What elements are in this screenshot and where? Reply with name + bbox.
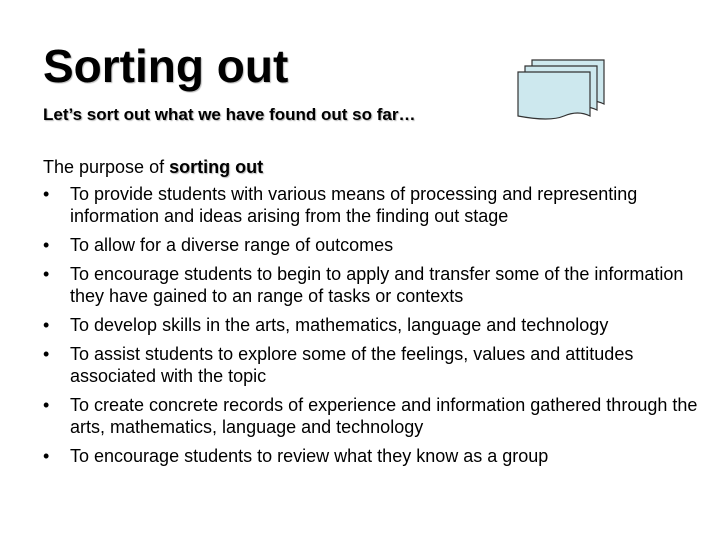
bullet-text: To assist students to explore some of the feelings, values and attitudes associated with the topic	[70, 344, 634, 386]
bullet-text: To allow for a diverse range of outcomes	[70, 235, 394, 255]
bullet-text: To create concrete records of experience and information gathered through the arts, mathematics, language and technology	[70, 395, 698, 437]
bullet-list	[43, 183, 713, 467]
slide-title: Sorting out	[43, 40, 289, 92]
list-item	[43, 314, 713, 336]
bullet-text: To provide students with various means of processing and representing information and ideas arising from the finding out stage	[70, 184, 638, 226]
bullet-marker: •	[43, 344, 50, 364]
list-item	[43, 394, 713, 438]
slide-subtitle: Let’s sort out what we have found out so far…	[43, 105, 416, 124]
bullet-text: To encourage students to begin to apply and transfer some of the information they have gained to an range of tasks or contexts	[70, 264, 684, 306]
intro-prefix: The purpose of	[43, 157, 170, 177]
slide-body	[43, 156, 713, 474]
bullet-text: To encourage students to review what they know as a group	[70, 446, 549, 466]
bullet-marker: •	[43, 395, 50, 415]
bullet-marker: •	[43, 315, 50, 335]
bullet-marker: •	[43, 184, 50, 204]
list-item	[43, 343, 713, 387]
list-item	[43, 445, 713, 467]
bullet-marker: •	[43, 264, 50, 284]
list-item	[43, 234, 713, 256]
bullet-marker: •	[43, 235, 50, 255]
list-item	[43, 263, 713, 307]
bullet-text: To develop skills in the arts, mathematics, language and technology	[70, 315, 609, 335]
intro-emphasis: sorting out	[169, 157, 264, 177]
list-item	[43, 183, 713, 227]
intro-line	[43, 156, 713, 178]
bullet-marker: •	[43, 446, 50, 466]
stacked-pages-icon	[512, 58, 608, 124]
